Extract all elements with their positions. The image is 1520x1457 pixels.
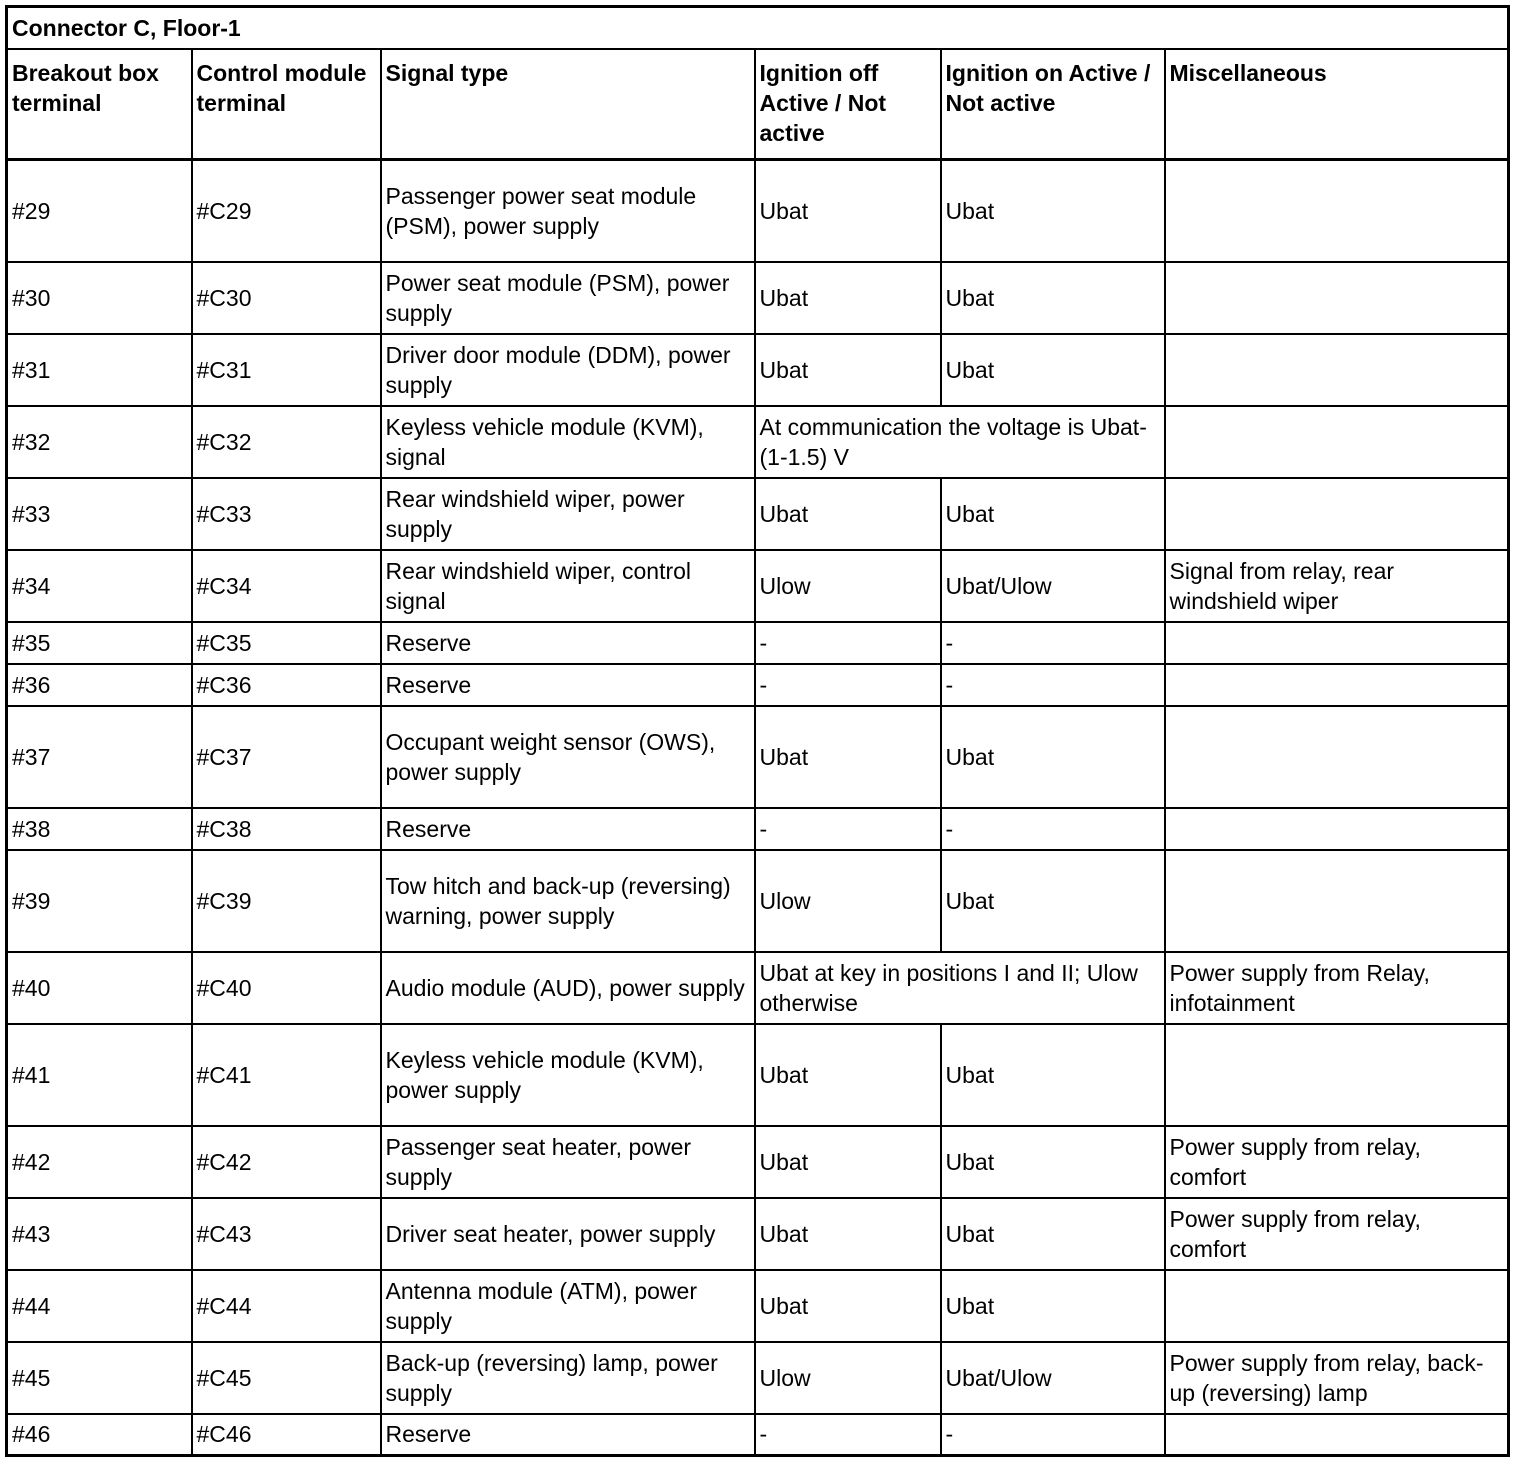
ignition-on-cell: - xyxy=(941,1414,1165,1456)
ignition-off-cell: Ubat xyxy=(755,478,941,550)
ignition-combined-cell: Ubat at key in positions I and II; Ulow otherwise xyxy=(755,952,1165,1024)
ignition-on-cell: Ubat xyxy=(941,262,1165,334)
miscellaneous-cell xyxy=(1165,622,1509,664)
table-row xyxy=(7,952,1509,1024)
control-terminal-cell: #C31 xyxy=(192,334,381,406)
control-terminal-cell: #C38 xyxy=(192,808,381,850)
control-terminal-cell: #C45 xyxy=(192,1342,381,1414)
control-terminal-cell: #C33 xyxy=(192,478,381,550)
control-terminal-cell: #C34 xyxy=(192,550,381,622)
ignition-off-cell: Ubat xyxy=(755,706,941,808)
ignition-off-cell: - xyxy=(755,1414,941,1456)
table-row xyxy=(7,1270,1509,1342)
ignition-off-cell: Ubat xyxy=(755,1126,941,1198)
table-title: Connector C, Floor-1 xyxy=(7,7,1509,50)
ignition-combined-cell: At communication the voltage is Ubat-(1-1.5) V xyxy=(755,406,1165,478)
control-terminal-cell: #C43 xyxy=(192,1198,381,1270)
breakout-terminal-cell: #46 xyxy=(7,1414,192,1456)
ignition-off-cell: - xyxy=(755,664,941,706)
breakout-terminal-cell: #34 xyxy=(7,550,192,622)
miscellaneous-cell xyxy=(1165,334,1509,406)
table-row xyxy=(7,550,1509,622)
miscellaneous-cell xyxy=(1165,1270,1509,1342)
miscellaneous-cell xyxy=(1165,706,1509,808)
table-row xyxy=(7,706,1509,808)
table-row xyxy=(7,622,1509,664)
breakout-terminal-cell: #33 xyxy=(7,478,192,550)
signal-type-cell: Occupant weight sensor (OWS), power supply xyxy=(381,706,755,808)
control-terminal-cell: #C37 xyxy=(192,706,381,808)
control-terminal-cell: #C42 xyxy=(192,1126,381,1198)
breakout-terminal-cell: #42 xyxy=(7,1126,192,1198)
ignition-on-cell: Ubat xyxy=(941,1126,1165,1198)
ignition-on-cell: Ubat xyxy=(941,706,1165,808)
header-ignition-off: Ignition off Active / Not active xyxy=(755,49,941,160)
ignition-off-cell: Ubat xyxy=(755,160,941,262)
table-row xyxy=(7,262,1509,334)
miscellaneous-cell: Power supply from relay, comfort xyxy=(1165,1198,1509,1270)
signal-type-cell: Keyless vehicle module (KVM), power supply xyxy=(381,1024,755,1126)
signal-type-cell: Audio module (AUD), power supply xyxy=(381,952,755,1024)
miscellaneous-cell xyxy=(1165,160,1509,262)
table-row xyxy=(7,406,1509,478)
ignition-on-cell: Ubat xyxy=(941,478,1165,550)
ignition-off-cell: Ubat xyxy=(755,1024,941,1126)
ignition-on-cell: - xyxy=(941,664,1165,706)
ignition-on-cell: Ubat xyxy=(941,160,1165,262)
breakout-terminal-cell: #30 xyxy=(7,262,192,334)
header-miscellaneous: Miscellaneous xyxy=(1165,49,1509,160)
signal-type-cell: Power seat module (PSM), power supply xyxy=(381,262,755,334)
table-row xyxy=(7,850,1509,952)
signal-type-cell: Reserve xyxy=(381,1414,755,1456)
table-row xyxy=(7,1126,1509,1198)
control-terminal-cell: #C29 xyxy=(192,160,381,262)
breakout-terminal-cell: #44 xyxy=(7,1270,192,1342)
header-ignition-on: Ignition on Active / Not active xyxy=(941,49,1165,160)
signal-type-cell: Driver seat heater, power supply xyxy=(381,1198,755,1270)
control-terminal-cell: #C40 xyxy=(192,952,381,1024)
ignition-off-cell: Ulow xyxy=(755,850,941,952)
ignition-on-cell: Ubat xyxy=(941,1024,1165,1126)
ignition-off-cell: Ubat xyxy=(755,1198,941,1270)
table-row xyxy=(7,1198,1509,1270)
ignition-on-cell: Ubat xyxy=(941,850,1165,952)
ignition-off-cell: - xyxy=(755,622,941,664)
signal-type-cell: Reserve xyxy=(381,664,755,706)
breakout-terminal-cell: #45 xyxy=(7,1342,192,1414)
header-control-module-terminal: Control module terminal xyxy=(192,49,381,160)
breakout-terminal-cell: #35 xyxy=(7,622,192,664)
table-row xyxy=(7,664,1509,706)
ignition-on-cell: Ubat/Ulow xyxy=(941,1342,1165,1414)
control-terminal-cell: #C41 xyxy=(192,1024,381,1126)
signal-type-cell: Rear windshield wiper, control signal xyxy=(381,550,755,622)
ignition-on-cell: - xyxy=(941,622,1165,664)
signal-type-cell: Reserve xyxy=(381,622,755,664)
ignition-on-cell: - xyxy=(941,808,1165,850)
signal-type-cell: Passenger power seat module (PSM), power supply xyxy=(381,160,755,262)
breakout-terminal-cell: #41 xyxy=(7,1024,192,1126)
ignition-off-cell: Ubat xyxy=(755,334,941,406)
ignition-off-cell: Ulow xyxy=(755,550,941,622)
control-terminal-cell: #C39 xyxy=(192,850,381,952)
breakout-terminal-cell: #38 xyxy=(7,808,192,850)
miscellaneous-cell xyxy=(1165,664,1509,706)
table-row xyxy=(7,1024,1509,1126)
table-row xyxy=(7,1342,1509,1414)
ignition-off-cell: Ubat xyxy=(755,1270,941,1342)
breakout-terminal-cell: #32 xyxy=(7,406,192,478)
miscellaneous-cell: Power supply from relay, back-up (reversing) lamp xyxy=(1165,1342,1509,1414)
signal-type-cell: Driver door module (DDM), power supply xyxy=(381,334,755,406)
breakout-terminal-cell: #29 xyxy=(7,160,192,262)
miscellaneous-cell xyxy=(1165,406,1509,478)
signal-type-cell: Back-up (reversing) lamp, power supply xyxy=(381,1342,755,1414)
breakout-terminal-cell: #39 xyxy=(7,850,192,952)
control-terminal-cell: #C44 xyxy=(192,1270,381,1342)
ignition-on-cell: Ubat/Ulow xyxy=(941,550,1165,622)
ignition-on-cell: Ubat xyxy=(941,1198,1165,1270)
table-row xyxy=(7,808,1509,850)
breakout-terminal-cell: #40 xyxy=(7,952,192,1024)
miscellaneous-cell: Power supply from relay, comfort xyxy=(1165,1126,1509,1198)
miscellaneous-cell xyxy=(1165,1024,1509,1126)
header-breakout-box-terminal: Breakout box terminal xyxy=(7,49,192,160)
control-terminal-cell: #C46 xyxy=(192,1414,381,1456)
signal-type-cell: Passenger seat heater, power supply xyxy=(381,1126,755,1198)
miscellaneous-cell xyxy=(1165,808,1509,850)
ignition-off-cell: - xyxy=(755,808,941,850)
ignition-off-cell: Ulow xyxy=(755,1342,941,1414)
signal-type-cell: Keyless vehicle module (KVM), signal xyxy=(381,406,755,478)
table-body xyxy=(7,160,1509,1456)
miscellaneous-cell xyxy=(1165,850,1509,952)
miscellaneous-cell xyxy=(1165,478,1509,550)
control-terminal-cell: #C35 xyxy=(192,622,381,664)
signal-type-cell: Tow hitch and back-up (reversing) warning, power supply xyxy=(381,850,755,952)
control-terminal-cell: #C36 xyxy=(192,664,381,706)
miscellaneous-cell xyxy=(1165,1414,1509,1456)
table-row xyxy=(7,478,1509,550)
signal-type-cell: Reserve xyxy=(381,808,755,850)
miscellaneous-cell: Power supply from Relay, infotainment xyxy=(1165,952,1509,1024)
table-row xyxy=(7,334,1509,406)
breakout-terminal-cell: #31 xyxy=(7,334,192,406)
miscellaneous-cell: Signal from relay, rear windshield wiper xyxy=(1165,550,1509,622)
ignition-on-cell: Ubat xyxy=(941,1270,1165,1342)
connector-table xyxy=(5,5,1510,1457)
breakout-terminal-cell: #36 xyxy=(7,664,192,706)
miscellaneous-cell xyxy=(1165,262,1509,334)
signal-type-cell: Antenna module (ATM), power supply xyxy=(381,1270,755,1342)
ignition-off-cell: Ubat xyxy=(755,262,941,334)
breakout-terminal-cell: #43 xyxy=(7,1198,192,1270)
breakout-terminal-cell: #37 xyxy=(7,706,192,808)
ignition-on-cell: Ubat xyxy=(941,334,1165,406)
control-terminal-cell: #C30 xyxy=(192,262,381,334)
control-terminal-cell: #C32 xyxy=(192,406,381,478)
signal-type-cell: Rear windshield wiper, power supply xyxy=(381,478,755,550)
table-row xyxy=(7,160,1509,262)
header-signal-type: Signal type xyxy=(381,49,755,160)
table-row xyxy=(7,1414,1509,1456)
